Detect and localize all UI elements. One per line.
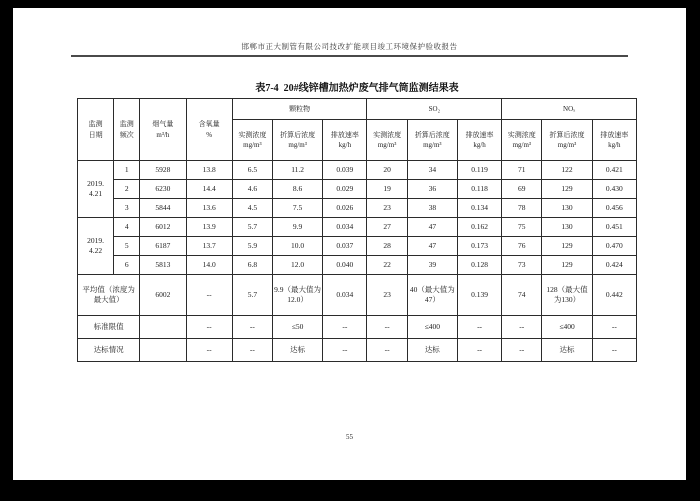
value-cell: -- [232,339,272,362]
value-cell: 5928 [140,161,186,180]
value-cell: 13.8 [186,161,232,180]
col-sub-converted-concentration: 折算后浓度 mg/m³ [407,120,457,161]
value-cell: 5.9 [232,237,272,256]
table-row [78,316,637,339]
table-title: 表7-4 20#线锌槽加热炉废气排气筒监测结果表 [255,83,459,94]
table-row [78,218,637,237]
value-cell: 5.7 [232,218,272,237]
value-cell: 7.5 [272,199,322,218]
col-header-frequency: 监测 频次 [114,99,140,161]
value-cell: 122 [542,161,592,180]
value-cell: 5844 [140,199,186,218]
value-cell: 40（最大值为47） [407,275,457,316]
col-sub-emission-rate: 排放速率 kg/h [457,120,501,161]
value-cell: 6230 [140,180,186,199]
value-cell: 22 [367,256,407,275]
value-cell: 0.424 [592,256,636,275]
value-cell: -- [323,316,367,339]
value-cell: 0.456 [592,199,636,218]
date-cell: 2019. 4.21 [78,161,114,218]
value-cell: 75 [502,218,542,237]
value-cell: 达标 [407,339,457,362]
value-cell: 0.029 [323,180,367,199]
value-cell: 达标 [542,339,592,362]
value-cell: 达标 [272,339,322,362]
value-cell: 130 [542,218,592,237]
value-cell: 9.9（最大值为12.0） [272,275,322,316]
value-cell: 13.6 [186,199,232,218]
col-header-date: 监测 日期 [78,99,114,161]
value-cell: 27 [367,218,407,237]
value-cell: 6.8 [232,256,272,275]
value-cell: -- [592,316,636,339]
col-header-oxygen: 含氧量 % [186,99,232,161]
page-number: 55 [346,433,353,441]
value-cell: -- [502,339,542,362]
col-sub-measured-concentration: 实测浓度 mg/m³ [367,120,407,161]
frequency-cell: 1 [114,161,140,180]
value-cell: 23 [367,275,407,316]
value-cell [140,316,186,339]
value-cell: 0.451 [592,218,636,237]
value-cell: -- [186,339,232,362]
col-group-pm: 颗粒物 [232,99,367,120]
col-sub-converted-concentration: 折算后浓度 mg/m³ [542,120,592,161]
value-cell: 0.034 [323,275,367,316]
table-row [78,256,637,275]
value-cell: 34 [407,161,457,180]
value-cell: 0.039 [323,161,367,180]
value-cell: 0.139 [457,275,501,316]
value-cell: 0.119 [457,161,501,180]
table-row [78,199,637,218]
value-cell: 78 [502,199,542,218]
col-group-so2: SO₂ [367,99,502,120]
value-cell: -- [502,316,542,339]
frequency-cell: 6 [114,256,140,275]
value-cell: 36 [407,180,457,199]
value-cell: 6012 [140,218,186,237]
value-cell: 0.026 [323,199,367,218]
value-cell: 9.9 [272,218,322,237]
col-sub-emission-rate: 排放速率 kg/h [592,120,636,161]
value-cell [140,339,186,362]
value-cell: 12.0 [272,256,322,275]
col-sub-measured-concentration: 实测浓度 mg/m³ [502,120,542,161]
value-cell: 6187 [140,237,186,256]
value-cell: 39 [407,256,457,275]
value-cell: 13.9 [186,218,232,237]
value-cell: 0.162 [457,218,501,237]
summary-label-cell: 达标情况 [78,339,140,362]
header-divider [71,55,628,57]
value-cell: 4.5 [232,199,272,218]
col-group-nox: NOₓ [502,99,637,120]
value-cell: 76 [502,237,542,256]
table-row [78,339,637,362]
value-cell: 11.2 [272,161,322,180]
value-cell: 28 [367,237,407,256]
value-cell: -- [592,339,636,362]
frequency-cell: 3 [114,199,140,218]
value-cell: 0.470 [592,237,636,256]
value-cell: 74 [502,275,542,316]
value-cell: 0.118 [457,180,501,199]
value-cell: 0.128 [457,256,501,275]
date-cell: 2019. 4.22 [78,218,114,275]
value-cell: 0.040 [323,256,367,275]
value-cell: 23 [367,199,407,218]
value-cell: 6002 [140,275,186,316]
value-cell: 20 [367,161,407,180]
value-cell: 0.034 [323,218,367,237]
col-sub-converted-concentration: 折算后浓度 mg/m³ [272,120,322,161]
value-cell: 129 [542,256,592,275]
value-cell: 130 [542,199,592,218]
value-cell: 0.173 [457,237,501,256]
summary-label-cell: 平均值（浓度为最大值） [78,275,140,316]
value-cell: -- [367,316,407,339]
value-cell: 71 [502,161,542,180]
value-cell: 19 [367,180,407,199]
value-cell: 5813 [140,256,186,275]
frequency-cell: 5 [114,237,140,256]
value-cell: 14.0 [186,256,232,275]
value-cell: 14.4 [186,180,232,199]
value-cell: -- [457,316,501,339]
value-cell: 69 [502,180,542,199]
value-cell: 5.7 [232,275,272,316]
value-cell: 38 [407,199,457,218]
frequency-cell: 2 [114,180,140,199]
value-cell: 13.7 [186,237,232,256]
value-cell: 4.6 [232,180,272,199]
document-header-text: 邯郸市正大制管有限公司技改扩能项目竣工环境保护验收报告 [241,42,458,51]
value-cell: 73 [502,256,542,275]
value-cell: -- [186,275,232,316]
value-cell: -- [457,339,501,362]
value-cell: 129 [542,237,592,256]
frequency-cell: 4 [114,218,140,237]
table-row [78,180,637,199]
value-cell: ≤50 [272,316,322,339]
value-cell: 0.037 [323,237,367,256]
value-cell: 47 [407,237,457,256]
value-cell: -- [323,339,367,362]
value-cell: 0.442 [592,275,636,316]
col-sub-measured-concentration: 实测浓度 mg/m³ [232,120,272,161]
value-cell: ≤400 [407,316,457,339]
value-cell: 129 [542,180,592,199]
document-page [13,8,686,480]
value-cell: -- [186,316,232,339]
results-table [77,98,637,362]
value-cell: -- [232,316,272,339]
value-cell: 0.421 [592,161,636,180]
value-cell: 0.134 [457,199,501,218]
value-cell: 10.0 [272,237,322,256]
value-cell: 8.6 [272,180,322,199]
table-row [78,237,637,256]
value-cell: 47 [407,218,457,237]
col-header-flue-gas: 烟气量 m³/h [140,99,186,161]
value-cell: 0.430 [592,180,636,199]
col-sub-emission-rate: 排放速率 kg/h [323,120,367,161]
summary-label-cell: 标准限值 [78,316,140,339]
table-row [78,161,637,180]
table-row [78,275,637,316]
value-cell: 128（最大值为130） [542,275,592,316]
value-cell: ≤400 [542,316,592,339]
value-cell: 6.5 [232,161,272,180]
value-cell: -- [367,339,407,362]
